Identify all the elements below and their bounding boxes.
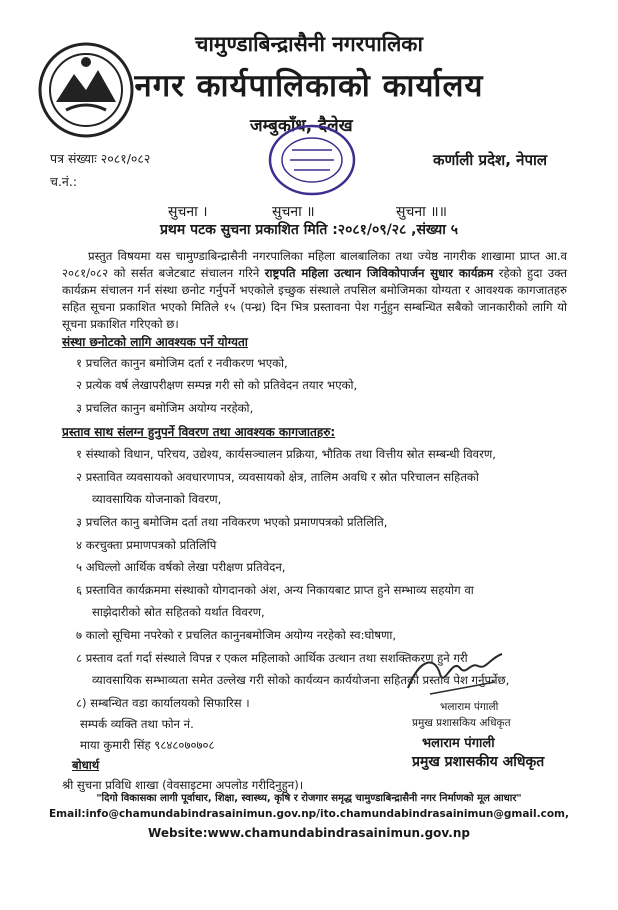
signatory-title-small: प्रमुख प्रशासकिय अधिकृत (412, 717, 511, 729)
documents-heading: प्रस्ताव साथ संलग्न हुनुपर्ने विवरण तथा आवश्यक कागजातहरु: (62, 425, 336, 439)
notice-word-1: सुचना । (168, 204, 208, 220)
document-item: ४ करचुक्ता प्रमाणपत्रको प्रतिलिपि (76, 538, 217, 552)
document-item-cont: व्यावसायिक सम्भाव्यता समेत उल्लेख गरी सोको कार्यव्यन कार्ययोजना सहितको प्रस्ताव पेश गर्नुपर्नेछ, (92, 673, 510, 687)
document-item: ८) सम्बन्धित वडा कार्यालयको सिफारिस । (76, 696, 250, 710)
signatory-name: भलाराम पंगाली (422, 736, 495, 751)
signatory-name-small: भलाराम पंगाली (440, 701, 499, 713)
bodharth-item: श्री सुचना प्रविधि शाखा (वेवसाइटमा अपलोड गरीदिनुहुन)। (62, 778, 304, 792)
bodharth-label: बोधार्थ (72, 758, 100, 772)
contact-person: माया कुमारी सिंह ९८४८०७०७०८ (80, 738, 215, 752)
notice-word-2: सुचना ॥ (272, 204, 315, 220)
municipality-name: चामुण्डाबिन्द्रासैनी नगरपालिका (195, 32, 423, 56)
notice-word-3: सुचना ॥॥ (396, 204, 447, 220)
footer-email: Email:info@chamundabindrasainimun.gov.np/ito.chamundabindrasainimun@gmail.com, (49, 808, 569, 820)
province-label: कर्णाली प्रदेश, नेपाल (433, 151, 548, 169)
notice-subtitle: प्रथम पटक सुचना प्रकाशित मिति :२०८१/०९/२८ ,संख्या ५ (159, 222, 459, 238)
office-stamp-icon (262, 120, 362, 200)
office-name: नगर कार्यपालिकाको कार्यालय (134, 68, 484, 104)
document-item: २ प्रस्तावित व्यवसायको अवधारणापत्र, व्यवसायको क्षेत्र, तालिम अवधि र स्रोत परिचालन सहितको (76, 470, 479, 484)
document-item: ८ प्रस्ताव दर्ता गर्दा संस्थाले विपन्न र एकल महिलाको आर्थिक उत्थान तथा सशक्तिकरण हुने गरी (76, 651, 468, 665)
footer-slogan: "दिगो विकासका लागी पूर्वाधार, शिक्षा, स्वास्थ्य, कृषि र रोजगार समृद्ध चामुण्डाबिन्द्रासैनी नगर निर्माणको मूल आधार" (96, 793, 522, 804)
signature-icon (400, 648, 510, 700)
document-item: ६ प्रस्तावित कार्यक्रममा संस्थाको योगदानको अंश, अन्य निकायबाट प्राप्त हुने सम्भाव्य सहयोग वा (76, 583, 474, 597)
office-address: जम्बुकाँध, दैलेख (250, 116, 353, 136)
signatory-title: प्रमुख प्रशासकीय अधिकृत (412, 754, 545, 770)
dispatch-number: च.नं.: (50, 174, 78, 189)
reference-number: पत्र संख्याः २०८१/०८२ (50, 151, 151, 166)
contact-label: सम्पर्क व्यक्ति तथा फोन नं. (80, 717, 194, 731)
qualification-item: २ प्रत्येक वर्ष लेखापरीक्षण सम्पन्न गरी सो को प्रतिवेदन तयार भएको, (76, 378, 358, 392)
document-item-cont: साझेदारीको स्रोत सहितको यर्थात विवरण, (92, 605, 265, 619)
qualification-item: १ प्रचलित कानुन बमोजिम दर्ता र नवीकरण भएको, (76, 356, 288, 370)
document-item: ७ कालो सूचिमा नपरेको र प्रचलित कानुनबमोजिम अयोग्य नरहेको स्व:घोषणा, (76, 628, 397, 642)
qualification-heading: संस्था छनोटको लागि आवश्यक पर्ने योग्यता (62, 335, 248, 349)
program-name: राष्ट्रपति महिला उत्थान जिविकोपार्जन सुधार कार्यक्रम (264, 266, 494, 280)
document-item: ३ प्रचलित कानु बमोजिम दर्ता तथा नविकरण भएको प्रमाणपत्रको प्रतिलिति, (76, 515, 388, 529)
document-item: १ संस्थाको विधान, परिचय, उद्येश्य, कार्यसञ्चालन प्रक्रिया, भौतिक तथा वित्तीय स्रोत सम्बन्धी विवरण, (76, 447, 496, 461)
footer-website: Website:www.chamundabindrasainimun.gov.np (148, 826, 470, 840)
qualification-item: ३ प्रचलित कानुन बमोजिम अयोग्य नरहेको, (76, 401, 254, 415)
document-item: ५ अघिल्लो आर्थिक वर्षको लेखा परीक्षण प्रतिवेदन, (76, 560, 286, 574)
document-item-cont: व्यावसायिक योजनाको विवरण, (92, 492, 222, 506)
notice-paragraph: प्रस्तुत विषयमा यस चामुण्डाबिन्द्रासैनी नगरपालिका महिला बालबालिका तथा ज्येष्ठ नागरीक शाखामा प्राप्त आ.व २०८१/०८२ को सर्सत बजेटबाट संचालन गरिने राष्ट्रपति महिला उत्थान जिविकोपार्जन सुधार कार्यक्रम रहेको हुदा उक्त कार्यक्रम संचालन गर्न संस्था छनोट गर्नुपर्ने भएकोले इच्छुक संस्थाले तपसिल बमोजिमका योग्यता र आवश्यक कागजातहरु सहित सूचना प्रकाशित भएको मितिले १५ (पन्ध्र) दिन भित्र प्रस्तावना पेश गर्नुहुन सम्बन्धित सबैको जानकारीको लागि यो सूचना प्रकाशित गरिएको छ। (62, 249, 567, 331)
